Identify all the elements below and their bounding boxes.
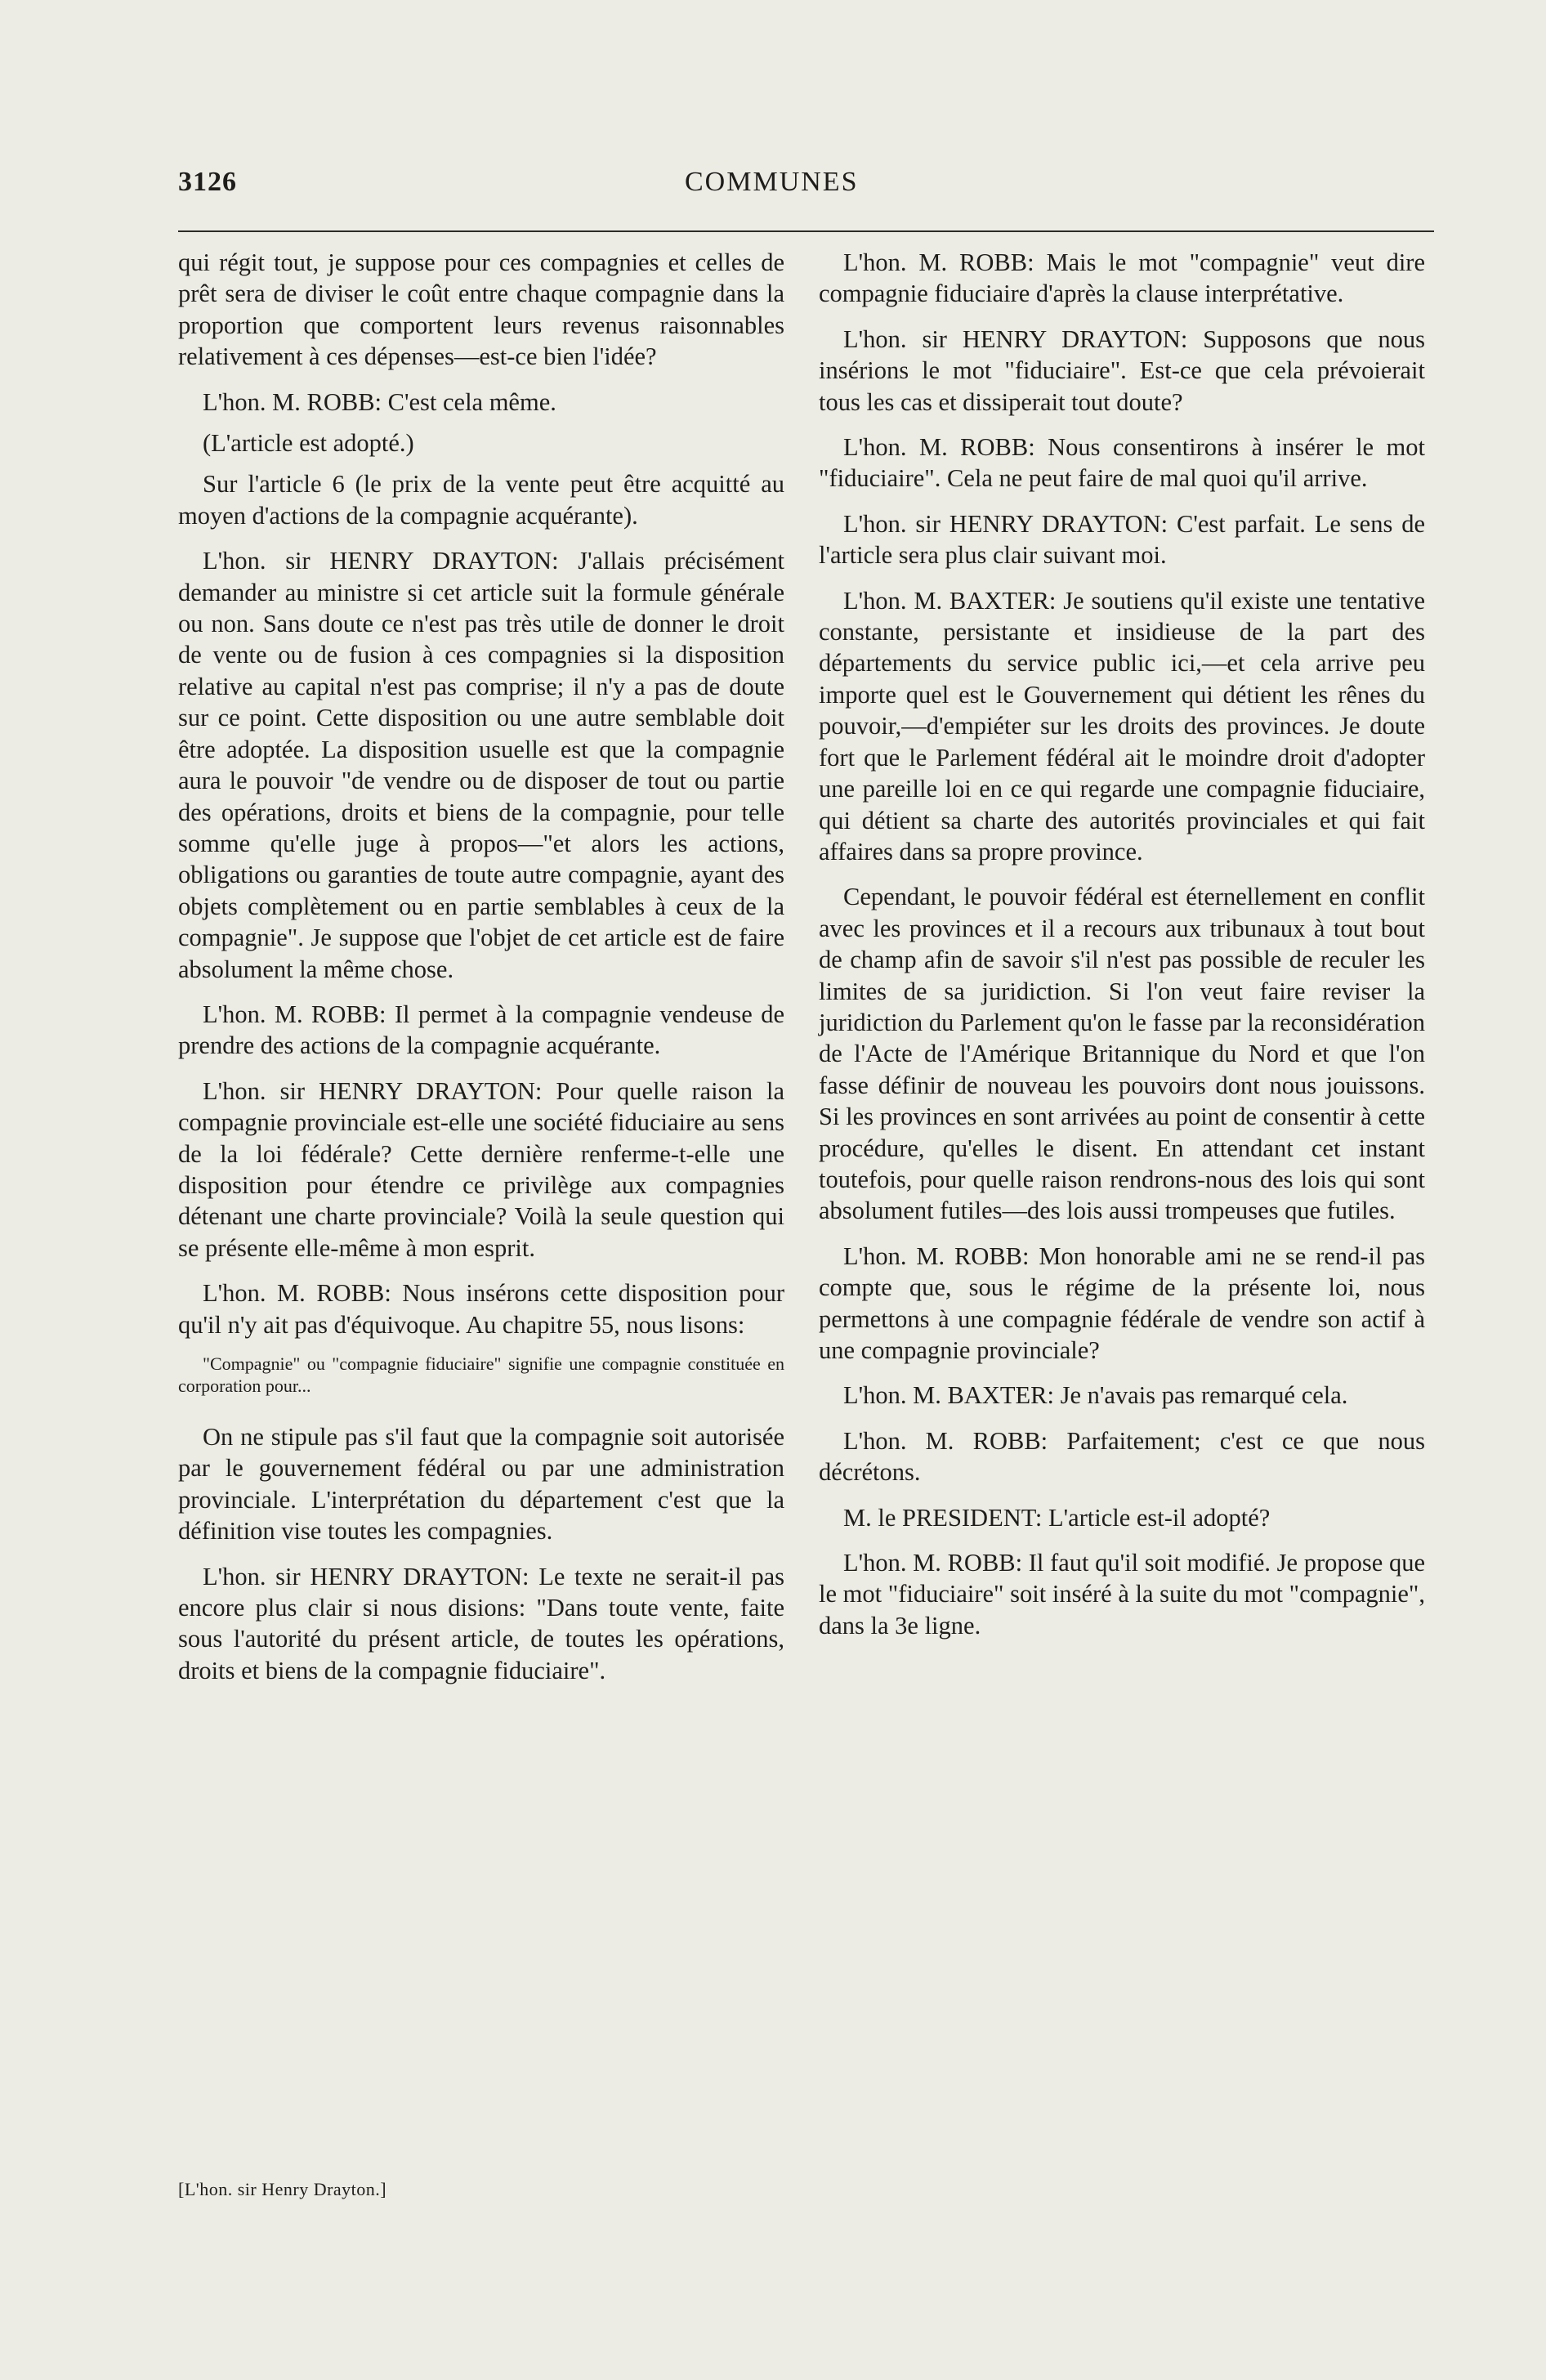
running-head: COMMUNES [685, 167, 859, 197]
paragraph: L'hon. M. ROBB: Mais le mot "compagnie" veut dire compagnie fiduciaire d'après la clause interprétative. [819, 248, 1425, 308]
page-header [178, 167, 1434, 208]
paragraph: L'hon. M. BAXTER: Je soutiens qu'il existe une tentative constante, persistante et insidieuse de la part des départements du service public ici,—et cela arrive peu importe quel est le Gouvernement qui détient les rênes du pouvoir,—d'empiéter sur les droits des provinces. Je doute fort que le Parlement fédéral ait le moindre droit d'adopter une pareille loi en ce qui regarde une compagnie fiduciaire, qui détient sa charte des autorités provinciales et qui fait affaires dans sa propre province. [819, 586, 1425, 866]
paragraph: L'hon. sir HENRY DRAYTON: Supposons que nous insérions le mot "fiduciaire". Est-ce que cela prévoierait tous les cas et dissiperait tout doute? [819, 324, 1425, 416]
paragraph: L'hon. M. ROBB: C'est cela même. [203, 387, 556, 416]
paragraph: L'hon. sir HENRY DRAYTON: Pour quelle raison la compagnie provinciale est-elle une société fiduciaire au sens de la loi fédérale? Cette dernière renferme-t-elle une disposition pour étendre ce privilège aux compagnies détenant une charte provinciale? Voilà la seule question qui se présente elle-même à mon esprit. [178, 1076, 784, 1262]
paragraph: On ne stipule pas s'il faut que la compagnie soit autorisée par le gouvernement fédéral ou par une administration provinciale. L'interprétation du département c'est que la définition vise toutes les compagnies. [178, 1423, 784, 1546]
left-column [178, 247, 784, 1700]
right-column [819, 247, 1425, 1655]
paragraph: (L'article est adopté.) [203, 429, 414, 458]
paragraph: L'hon. sir HENRY DRAYTON: J'allais précisément demander au ministre si cet article suit la formule générale ou non. Sans doute ce n'est pas très utile de donner le droit de vente ou de fusion à ces compagnies si la disposition relative au capital n'est pas comprise; il n'y a pas de doute sur ce point. Cette disposition ou une autre semblable doit être adoptée. La disposition usuelle est que la compagnie aura le pouvoir "de vendre ou de disposer de tout ou partie des opérations, droits et biens de la compagnie, pour telle somme qu'elle juge à propos—"et alors les actions, obligations ou garanties de toute autre compagnie, ayant des objets complètement ou en partie semblables à ceux de la compagnie". Je suppose que l'objet de cet article est de faire absolument la même chose. [178, 547, 784, 983]
header-rule [178, 230, 1434, 232]
paragraph: L'hon. M. ROBB: Parfaitement; c'est ce que nous décrétons. [819, 1426, 1425, 1487]
paragraph: L'hon. M. ROBB: Il permet à la compagnie vendeuse de prendre des actions de la compagnie acquérante. [178, 1000, 784, 1060]
paragraph: L'hon. M. ROBB: Il faut qu'il soit modifié. Je propose que le mot "fiduciaire" soit inséré à la suite du mot "compagnie", dans la 3e ligne. [819, 1549, 1425, 1640]
paragraph: L'hon. M. ROBB: Mon honorable ami ne se rend-il pas compte que, sous le régime de la présente loi, nous permettons à une compagnie fédérale de vendre son actif à une compagnie provinciale? [819, 1241, 1425, 1364]
paragraph: Cependant, le pouvoir fédéral est éternellement en conflit avec les provinces et il a recours aux tribunaux à tout bout de champ afin de savoir s'il n'est pas possible de reculer les limites de sa juridiction. Si l'on veut faire reviser la juridiction du Parlement qu'on le fasse par la reconsidération de l'Acte de l'Amérique Britannique du Nord et que l'on fasse définir de nouveau les pouvoirs dont nous jouissons. Si les provinces en sont arrivées au point de consentir à cette procédure, qu'elles le disent. En attendant cet instant toutefois, pour quelle raison rendrons-nous des lois qui sont absolument futiles—des lois aussi trompeuses que futiles. [819, 883, 1425, 1225]
paragraph: L'hon. M. ROBB: Nous consentirons à insérer le mot "fiduciaire". Cela ne peut faire de mal quoi qu'il arrive. [819, 433, 1425, 493]
paragraph: M. le PRESIDENT: L'article est-il adopté? [843, 1503, 1271, 1532]
quoted-definition: "Compagnie" ou "compagnie fiduciaire" signifie une compagnie constituée en corporation pour... [178, 1353, 784, 1396]
paragraph: L'hon. sir HENRY DRAYTON: C'est parfait. Le sens de l'article sera plus clair suivant moi. [819, 509, 1425, 570]
paragraph: L'hon. sir HENRY DRAYTON: Le texte ne serait-il pas encore plus clair si nous disions: "Dans toute vente, faite sous l'autorité du présent article, de toutes les opérations, droits et biens de la compagnie fiduciaire". [178, 1562, 784, 1684]
paragraph: L'hon. M. ROBB: Nous insérons cette disposition pour qu'il n'y ait pas d'équivoque. Au chapitre 55, nous lisons: [178, 1279, 784, 1339]
paragraph: Sur l'article 6 (le prix de la vente peut être acquitté au moyen d'actions de la compagnie acquérante). [178, 470, 784, 530]
page-number: 3126 [178, 167, 237, 197]
paragraph: qui régit tout, je suppose pour ces compagnies et celles de prêt sera de diviser le coût entre chaque compagnie dans la proportion que comportent leurs revenus raisonnables relativement à ces dépenses—est-ce bien l'idée? [178, 248, 784, 371]
speaker-footnote: [L'hon. sir Henry Drayton.] [178, 2179, 387, 2199]
paragraph: L'hon. M. BAXTER: Je n'avais pas remarqué cela. [843, 1381, 1348, 1410]
